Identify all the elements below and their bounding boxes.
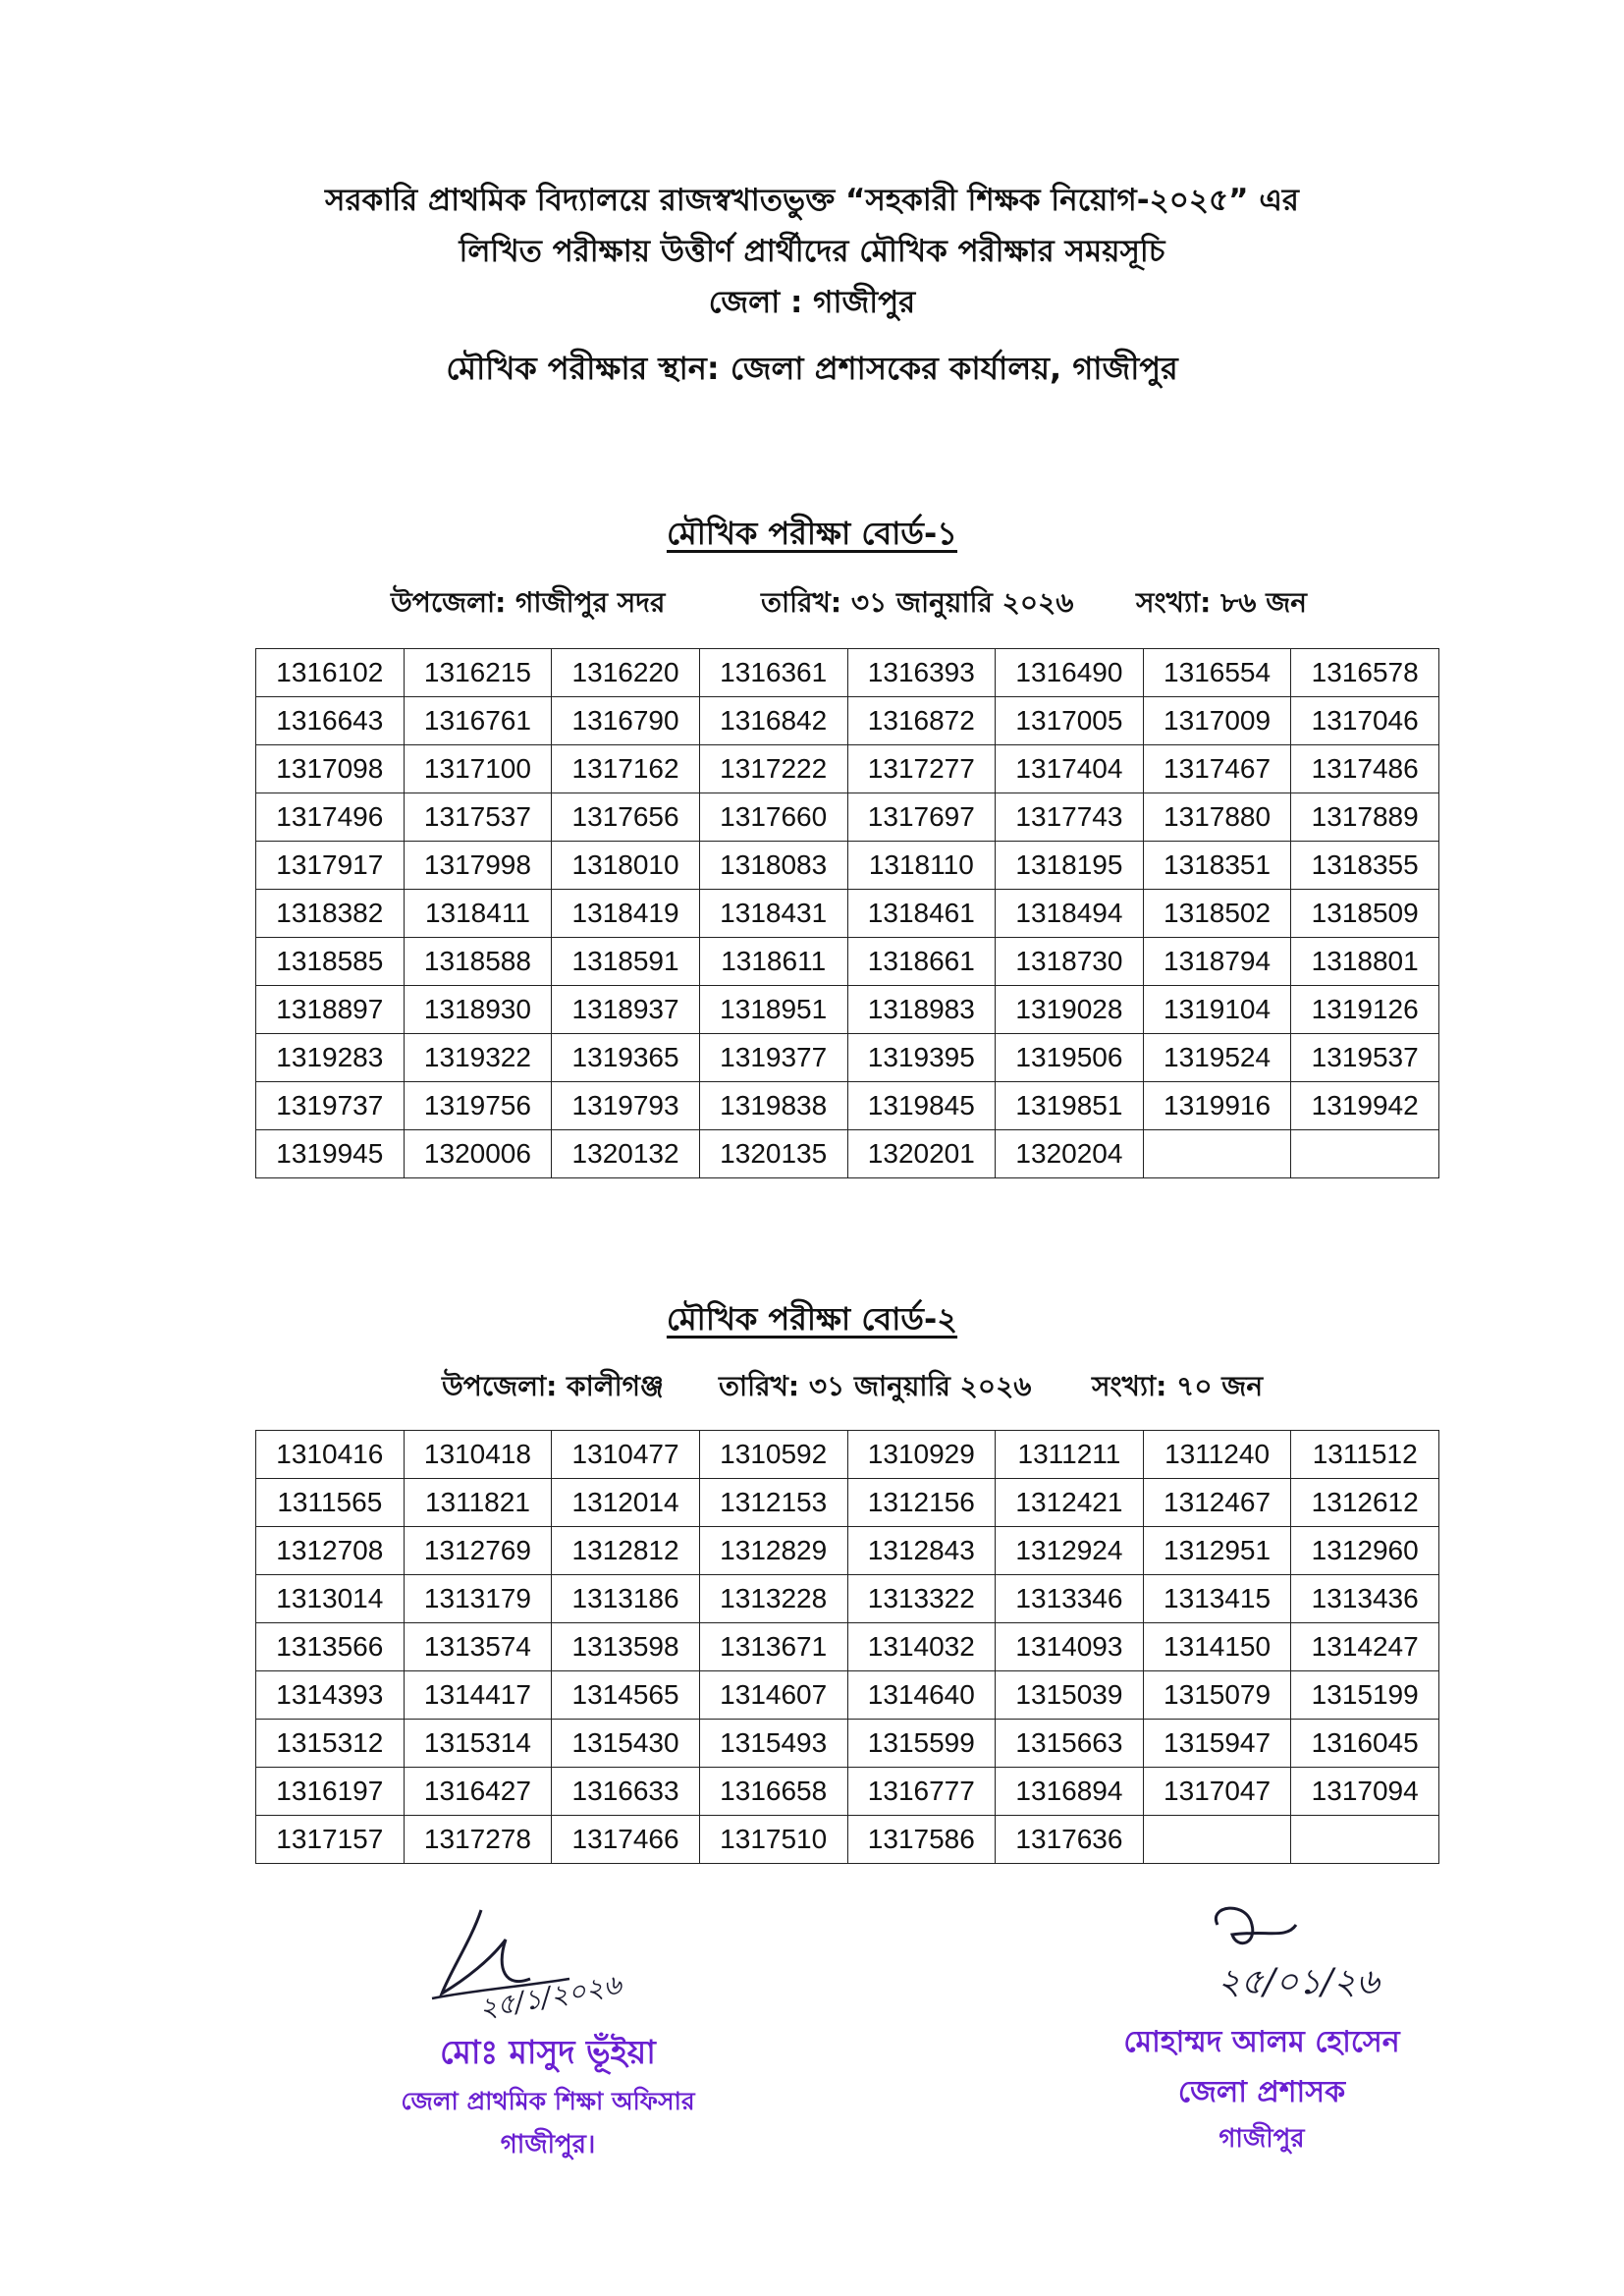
right-stamp-designation: জেলা প্রশাসক [1177,2075,1346,2109]
roll-cell: 1317009 [1143,697,1291,745]
board-2-upazila: উপজেলা: কালীগঞ্জ [442,1370,664,1402]
roll-cell: 1319916 [1143,1082,1291,1130]
roll-cell: 1320201 [847,1130,996,1178]
roll-cell: 1317660 [699,793,847,842]
table-row [256,745,1439,793]
roll-cell: 1310416 [256,1431,405,1479]
roll-cell: 1313566 [256,1623,405,1671]
roll-cell: 1311512 [1291,1431,1439,1479]
roll-cell: 1316220 [552,649,700,697]
roll-cell: 1318502 [1143,890,1291,938]
roll-cell: 1316361 [699,649,847,697]
roll-cell: 1318591 [552,938,700,986]
roll-cell: 1316578 [1291,649,1439,697]
roll-cell: 1317098 [256,745,405,793]
roll-cell: 1315430 [552,1720,700,1768]
roll-cell: 1315599 [847,1720,996,1768]
board-1-title-text: মৌখিক পরীক্ষা বোর্ড-১ [666,515,958,552]
roll-cell: 1311211 [996,1431,1144,1479]
table-row [256,1575,1439,1623]
roll-cell: 1317157 [256,1816,405,1864]
roll-cell: 1317046 [1291,697,1439,745]
board-1-count: সংখ্যা: ৮৬ জন [1136,586,1308,619]
roll-cell: 1312951 [1143,1527,1291,1575]
roll-cell: 1319322 [404,1034,552,1082]
roll-cell: 1310929 [847,1431,996,1479]
roll-cell: 1317656 [552,793,700,842]
roll-cell: 1319365 [552,1034,700,1082]
roll-cell: 1313415 [1143,1575,1291,1623]
roll-cell: 1318585 [256,938,405,986]
roll-cell: 1320006 [404,1130,552,1178]
roll-cell: 1317466 [552,1816,700,1864]
roll-cell: 1320204 [996,1130,1144,1178]
roll-cell: 1317162 [552,745,700,793]
roll-cell: 1317486 [1291,745,1439,793]
left-stamp-place: গাজীপুর। [500,2130,596,2159]
table-row [256,1816,1439,1864]
right-stamp-place: গাজীপুর [1218,2124,1305,2154]
roll-cell: 1316102 [256,649,405,697]
roll-cell: 1318382 [256,890,405,938]
roll-cell: 1318010 [552,842,700,890]
roll-cell: 1317510 [699,1816,847,1864]
roll-cell: 1313574 [404,1623,552,1671]
roll-cell: 1311565 [256,1479,405,1527]
roll-cell: 1318611 [699,938,847,986]
roll-cell: 1316215 [404,649,552,697]
roll-cell: 1318661 [847,938,996,986]
notice-title-line-2: লিখিত পরীক্ষায় উত্তীর্ণ প্রার্থীদের মৌখিক পরীক্ষার সময়সূচি [459,234,1165,269]
table-row [256,697,1439,745]
table-row [256,1768,1439,1816]
roll-cell: 1313179 [404,1575,552,1623]
roll-cell: 1320132 [552,1130,700,1178]
roll-cell: 1319104 [1143,986,1291,1034]
roll-cell: 1317222 [699,745,847,793]
board-1-date: তারিখ: ৩১ জানুয়ারি ২০২৬ [761,586,1074,619]
roll-cell: 1315039 [996,1671,1144,1720]
roll-cell: 1318461 [847,890,996,938]
roll-cell: 1318431 [699,890,847,938]
roll-cell: 1311240 [1143,1431,1291,1479]
roll-cell: 1318083 [699,842,847,890]
roll-cell: 1316777 [847,1768,996,1816]
roll-cell: 1318110 [847,842,996,890]
roll-cell: 1320135 [699,1130,847,1178]
roll-cell: 1312924 [996,1527,1144,1575]
roll-cell: 1317404 [996,745,1144,793]
table-row [256,986,1439,1034]
table-row [256,938,1439,986]
roll-cell: 1316393 [847,649,996,697]
venue-label: মৌখিক পরীক্ষার স্থান: জেলা প্রশাসকের কার্যালয়, গাজীপুর [446,350,1178,387]
roll-cell: 1317697 [847,793,996,842]
table-row [256,1623,1439,1671]
roll-cell: 1319945 [256,1130,405,1178]
roll-cell: 1316554 [1143,649,1291,697]
roll-cell: 1316894 [996,1768,1144,1816]
roll-cell: 1316658 [699,1768,847,1816]
board-1-title [0,509,1624,562]
left-stamp-designation: জেলা প্রাথমিক শিক্ষা অফিসার [401,2087,695,2115]
roll-cell: 1316643 [256,697,405,745]
roll-cell: 1318730 [996,938,1144,986]
roll-cell: 1313671 [699,1623,847,1671]
roll-cell: 1319838 [699,1082,847,1130]
table-row [256,1479,1439,1527]
table-row [256,1527,1439,1575]
roll-cell: 1314150 [1143,1623,1291,1671]
roll-cell: 1312467 [1143,1479,1291,1527]
roll-cell [1291,1130,1439,1178]
roll-cell: 1317537 [404,793,552,842]
right-signature-stroke [1216,1908,1296,1943]
roll-cell: 1316045 [1291,1720,1439,1768]
roll-cell: 1314032 [847,1623,996,1671]
right-signature-date: ২৫/০১/২৬ [1218,1962,1380,2002]
roll-cell: 1314093 [996,1623,1144,1671]
roll-cell [1143,1816,1291,1864]
roll-cell: 1318983 [847,986,996,1034]
roll-cell: 1317917 [256,842,405,890]
table-row [256,1130,1439,1178]
roll-cell: 1315663 [996,1720,1144,1768]
roll-cell: 1319737 [256,1082,405,1130]
board-1-roll-table [255,648,1439,1178]
roll-cell: 1314393 [256,1671,405,1720]
roll-cell: 1319377 [699,1034,847,1082]
roll-cell: 1318951 [699,986,847,1034]
left-signature [412,1900,668,2028]
roll-cell: 1319395 [847,1034,996,1082]
roll-cell: 1319845 [847,1082,996,1130]
roll-cell: 1315312 [256,1720,405,1768]
left-stamp-name: মোঃ মাসুদ ভূঁইয়া [440,2033,656,2071]
roll-cell: 1318355 [1291,842,1439,890]
roll-cell: 1317496 [256,793,405,842]
roll-cell: 1317005 [996,697,1144,745]
roll-cell: 1310592 [699,1431,847,1479]
roll-cell: 1315199 [1291,1671,1439,1720]
roll-cell: 1318930 [404,986,552,1034]
roll-cell: 1319793 [552,1082,700,1130]
district-label: জেলা : গাজীপুর [708,285,916,320]
roll-cell: 1317047 [1143,1768,1291,1816]
roll-cell: 1311821 [404,1479,552,1527]
roll-cell: 1317998 [404,842,552,890]
roll-cell: 1312708 [256,1527,405,1575]
roll-cell: 1312421 [996,1479,1144,1527]
roll-cell: 1317467 [1143,745,1291,793]
board-2-date: তারিখ: ৩১ জানুয়ারি ২০২৬ [719,1370,1032,1402]
table-row [256,842,1439,890]
roll-cell: 1312612 [1291,1479,1439,1527]
roll-cell: 1312769 [404,1527,552,1575]
roll-cell: 1319851 [996,1082,1144,1130]
table-row [256,1034,1439,1082]
right-stamp-name: মোহাম্মদ আলম হোসেন [1123,2025,1400,2059]
roll-cell: 1318897 [256,986,405,1034]
roll-cell: 1313436 [1291,1575,1439,1623]
roll-cell: 1319126 [1291,986,1439,1034]
roll-cell: 1312843 [847,1527,996,1575]
board-2-roll-table [255,1430,1439,1864]
roll-cell: 1316872 [847,697,996,745]
roll-cell: 1312153 [699,1479,847,1527]
roll-cell: 1316761 [404,697,552,745]
roll-cell: 1316197 [256,1768,405,1816]
roll-cell: 1319506 [996,1034,1144,1082]
table-row [256,1431,1439,1479]
table-row [256,1671,1439,1720]
roll-cell: 1319756 [404,1082,552,1130]
notice-title-line-1: সরকারি প্রাথমিক বিদ্যালয়ে রাজস্বখাতভুক্ত “সহকারী শিক্ষক নিয়োগ-২০২৫” এর [325,183,1299,218]
roll-cell: 1318937 [552,986,700,1034]
roll-cell: 1313598 [552,1623,700,1671]
roll-cell: 1313346 [996,1575,1144,1623]
roll-cell: 1314247 [1291,1623,1439,1671]
roll-cell: 1318419 [552,890,700,938]
roll-cell: 1317636 [996,1816,1144,1864]
roll-cell: 1315079 [1143,1671,1291,1720]
left-official-stamp [381,2027,715,2167]
right-official-stamp [1095,2018,1429,2161]
left-signature-date: ২৫/১/২০২৬ [476,1968,624,2025]
roll-cell: 1317278 [404,1816,552,1864]
roll-cell: 1313322 [847,1575,996,1623]
roll-cell: 1318494 [996,890,1144,938]
roll-cell: 1316633 [552,1768,700,1816]
roll-cell: 1312829 [699,1527,847,1575]
board-2-count: সংখ্যা: ৭০ জন [1092,1370,1264,1402]
roll-cell: 1318351 [1143,842,1291,890]
roll-cell: 1318509 [1291,890,1439,938]
roll-cell: 1314417 [404,1671,552,1720]
table-row [256,890,1439,938]
roll-cell: 1314640 [847,1671,996,1720]
roll-cell: 1319028 [996,986,1144,1034]
board-2-title-text: মৌখিক পরীক্ষা বোর্ড-২ [666,1300,958,1338]
roll-cell: 1313186 [552,1575,700,1623]
table-row [256,1720,1439,1768]
left-signature-stroke [442,1910,530,1994]
roll-cell: 1318588 [404,938,552,986]
roll-cell: 1316490 [996,649,1144,697]
roll-cell: 1316427 [404,1768,552,1816]
roll-cell: 1317889 [1291,793,1439,842]
roll-cell: 1312014 [552,1479,700,1527]
roll-cell: 1315947 [1143,1720,1291,1768]
roll-cell: 1318801 [1291,938,1439,986]
table-row [256,649,1439,697]
roll-cell: 1312812 [552,1527,700,1575]
table-row [256,1082,1439,1130]
roll-cell: 1314607 [699,1671,847,1720]
roll-cell: 1317586 [847,1816,996,1864]
roll-cell: 1313228 [699,1575,847,1623]
roll-cell: 1317100 [404,745,552,793]
roll-cell: 1316842 [699,697,847,745]
roll-cell: 1319942 [1291,1082,1439,1130]
roll-cell: 1312156 [847,1479,996,1527]
roll-cell: 1313014 [256,1575,405,1623]
board-2-title [0,1294,1624,1347]
roll-cell: 1319537 [1291,1034,1439,1082]
roll-cell: 1317094 [1291,1768,1439,1816]
roll-cell: 1317743 [996,793,1144,842]
roll-cell: 1319283 [256,1034,405,1082]
roll-cell: 1316790 [552,697,700,745]
roll-cell: 1317880 [1143,793,1291,842]
right-signature [1178,1895,1434,2013]
roll-cell: 1314565 [552,1671,700,1720]
roll-cell: 1312960 [1291,1527,1439,1575]
roll-cell: 1318195 [996,842,1144,890]
roll-cell [1291,1816,1439,1864]
roll-cell: 1317277 [847,745,996,793]
roll-cell: 1310418 [404,1431,552,1479]
roll-cell: 1318794 [1143,938,1291,986]
roll-cell: 1310477 [552,1431,700,1479]
table-row [256,793,1439,842]
roll-cell: 1315493 [699,1720,847,1768]
roll-cell: 1318411 [404,890,552,938]
roll-cell: 1315314 [404,1720,552,1768]
board-1-upazila: উপজেলা: গাজীপুর সদর [391,586,666,619]
roll-cell [1143,1130,1291,1178]
roll-cell: 1319524 [1143,1034,1291,1082]
